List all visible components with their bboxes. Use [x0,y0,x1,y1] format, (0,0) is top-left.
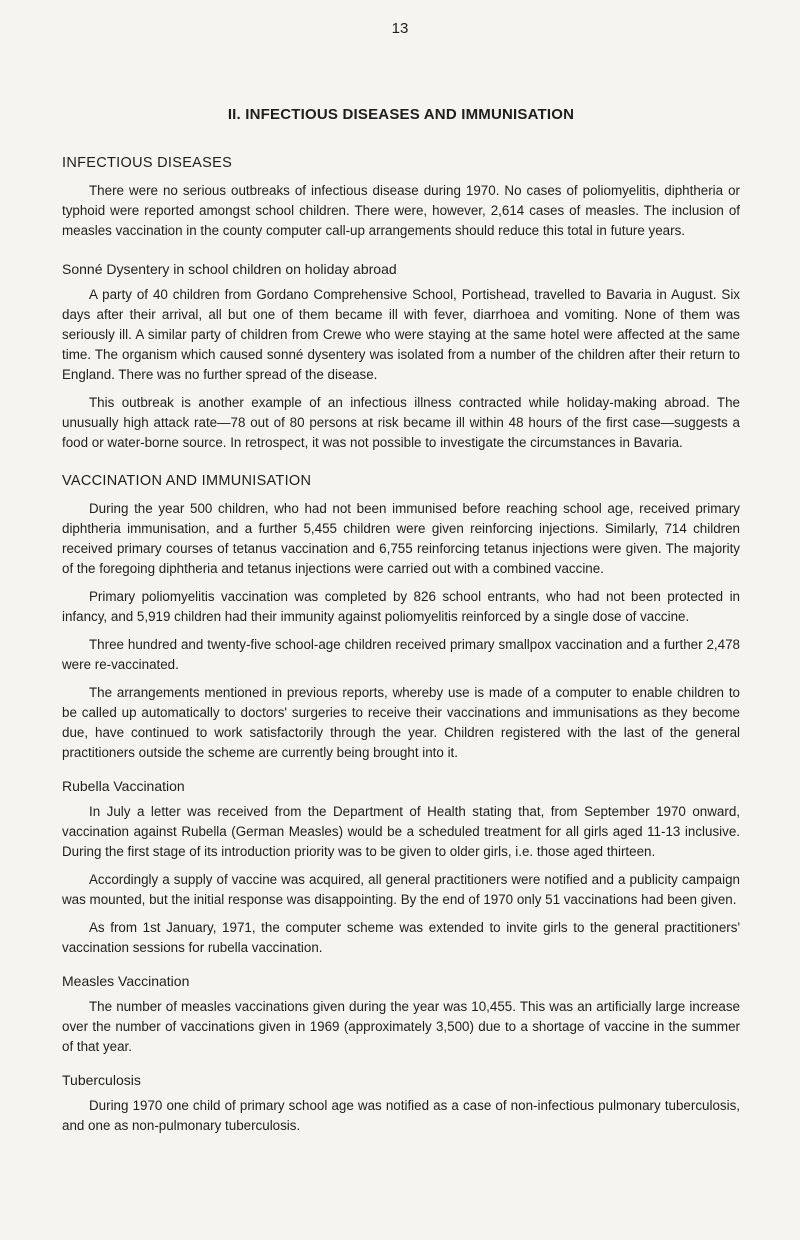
rubella-heading: Rubella Vaccination [62,778,185,794]
page-number: 13 [391,20,409,37]
sonne-dysentery-heading: Sonné Dysentery in school children on holiday abroad [62,261,397,277]
tuberculosis-heading: Tuberculosis [62,1072,141,1088]
rubella-paragraph-3: As from 1st January, 1971, the computer scheme was extended to invite girls to the general practitioners' vaccination sessions for rubella vaccination. [62,920,740,955]
document-title: II. INFECTIOUS DISEASES AND IMMUNISATION [227,106,575,123]
measles-paragraph: The number of measles vaccinations given during the year was 10,455. This was an artificially large increase over the number of vaccinations given in 1969 (approximately 3,500) due to a shortage of vaccine in the summer of that year. [62,999,740,1054]
vaccination-paragraph-1: During the year 500 children, who had not been immunised before reaching school age, received primary diphtheria immunisation, and a further 5,455 children were given reinforcing injections. Similarly, 714 children received primary courses of tetanus vaccination and 6,755 reinforcing tetanus injections were given. The majority of the foregoing diphtheria and tetanus injections were carried out with a combined vaccine. [62,501,740,576]
measles-heading: Measles Vaccination [62,973,190,989]
rubella-paragraph-1: In July a letter was received from the Department of Health stating that, from September 1970 onward, vaccination against Rubella (German Measles) would be a scheduled treatment for all girls aged 11-13 inclusive. During the first stage of its introduction priority was to be given to older girls, i.e. those aged thirteen. [62,804,740,859]
rubella-paragraph-2: Accordingly a supply of vaccine was acquired, all general practitioners were notified and a publicity campaign was mounted, but the initial response was disappointing. By the end of 1970 only 51 vaccinations had been given. [62,872,740,907]
vaccination-paragraph-4: The arrangements mentioned in previous reports, whereby use is made of a computer to enable children to be called up automatically to doctors' surgeries to receive their vaccinations and immunisations as they become due, have continued to work satisfactorily through the year. Children registered with the last of the general practitioners outside the scheme are currently being brought into it. [62,685,740,760]
sonne-dysentery-paragraph-2: This outbreak is another example of an infectious illness contracted while holiday-making abroad. The unusually high attack rate—78 out of 80 persons at risk became ill within 48 hours of the first case—suggests a food or water-borne source. In retrospect, it was not possible to investigate the circumstances in Bavaria. [62,395,740,450]
infectious-diseases-heading: INFECTIOUS DISEASES [62,155,233,171]
vaccination-heading: VACCINATION AND IMMUNISATION [62,473,312,489]
document-body [62,106,740,1144]
tuberculosis-paragraph: During 1970 one child of primary school age was notified as a case of non-infectious pulmonary tuberculosis, and one as non-pulmonary tuberculosis. [62,1098,740,1133]
sonne-dysentery-paragraph-1: A party of 40 children from Gordano Comprehensive School, Portishead, travelled to Bavaria in August. Six days after their arrival, all but one of them became ill with fever, diarrhoea and vomiting. None of them was seriously ill. A similar party of children from Crewe who were staying at the same hotel were affected at the same time. The organism which caused sonné dysentery was isolated from a number of the children after their return to England. There was no further spread of the disease. [62,287,740,382]
infectious-diseases-paragraph: There were no serious outbreaks of infectious disease during 1970. No cases of poliomyelitis, diphtheria or typhoid were reported amongst school children. There were, however, 2,614 cases of measles. The inclusion of measles vaccination in the county computer call-up arrangements should reduce this total in future years. [62,183,740,238]
vaccination-paragraph-2: Primary poliomyelitis vaccination was completed by 826 school entrants, who had not been protected in infancy, and 5,919 children had their immunity against poliomyelitis reinforced by a single dose of vaccine. [62,589,740,624]
vaccination-paragraph-3: Three hundred and twenty-five school-age children received primary smallpox vaccination and a further 2,478 were re-vaccinated. [62,637,740,672]
